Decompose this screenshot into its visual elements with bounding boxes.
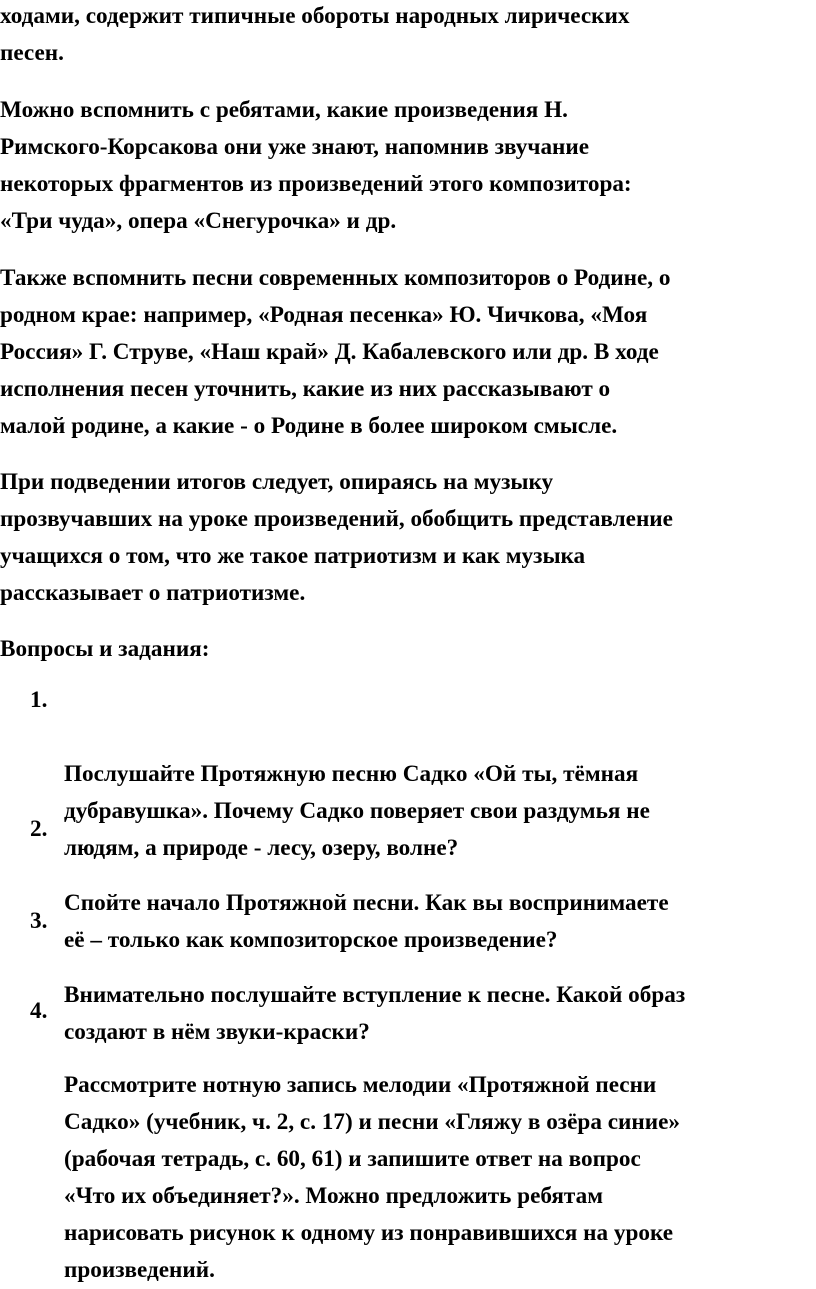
list-item-text: Спойте начало Протяжной песни. Как вы воспринимаете её – только как композиторское произведение? xyxy=(64,890,669,953)
list-item-number: 1. xyxy=(30,687,48,713)
paragraph-rimsky-korsakov: Можно вспомнить с ребятами, какие произведения Н. Римского-Корсакова они уже знают, напомнив звучание некоторых фрагментов из произведений этого композитора: «Три чуда», опера «Снегурочка» и др. xyxy=(0,97,632,234)
list-item-number: 2. xyxy=(30,816,48,842)
paragraph-summary: При подведении итогов следует, опираясь на музыку прозвучавших на уроке произведений, обобщить представление учащихся о том, что же такое патриотизм и как музыка рассказывает о патриотизме. xyxy=(0,469,673,606)
list-item-number: 4. xyxy=(30,998,48,1024)
list-item-text: Рассмотрите нотную запись мелодии «Протяжной песни Садко» (учебник, ч. 2, с. 17) и песни «Гляжу в озёра синие» (рабочая тетрадь, с. 60, 61) и запишите ответ на вопрос «Что их объединяет?». Можно предложить ребятам нарисовать рисунок к одному из понравившихся на уроке произведений. xyxy=(64,1072,680,1283)
paragraph-modern-composers: Также вспомнить песни современных композиторов о Родине, о родном крае: например, «Родная песенка» Ю. Чичкова, «Моя Россия» Г. Струве, «Наш край» Д. Кабалевского или др. В ходе исполнения песен уточнить, какие из них рассказывают о малой родине, а какие - о Родине в более широком смысле. xyxy=(0,265,671,439)
questions-heading: Вопросы и задания: xyxy=(0,636,210,662)
list-item-number: 3. xyxy=(30,908,48,934)
list-item-text: Послушайте Протяжную песню Садко «Ой ты, тёмная дубравушка». Почему Садко поверяет свои раздумья не людям, а природе - лесу, озеру, волне? xyxy=(64,761,650,861)
paragraph-continuation: ходами, содержит типичные обороты народных лирических песен. xyxy=(0,3,630,66)
list-item-text: Внимательно послушайте вступление к песне. Какой образ создают в нём звуки-краски? xyxy=(64,982,686,1045)
list-item xyxy=(0,993,816,1289)
